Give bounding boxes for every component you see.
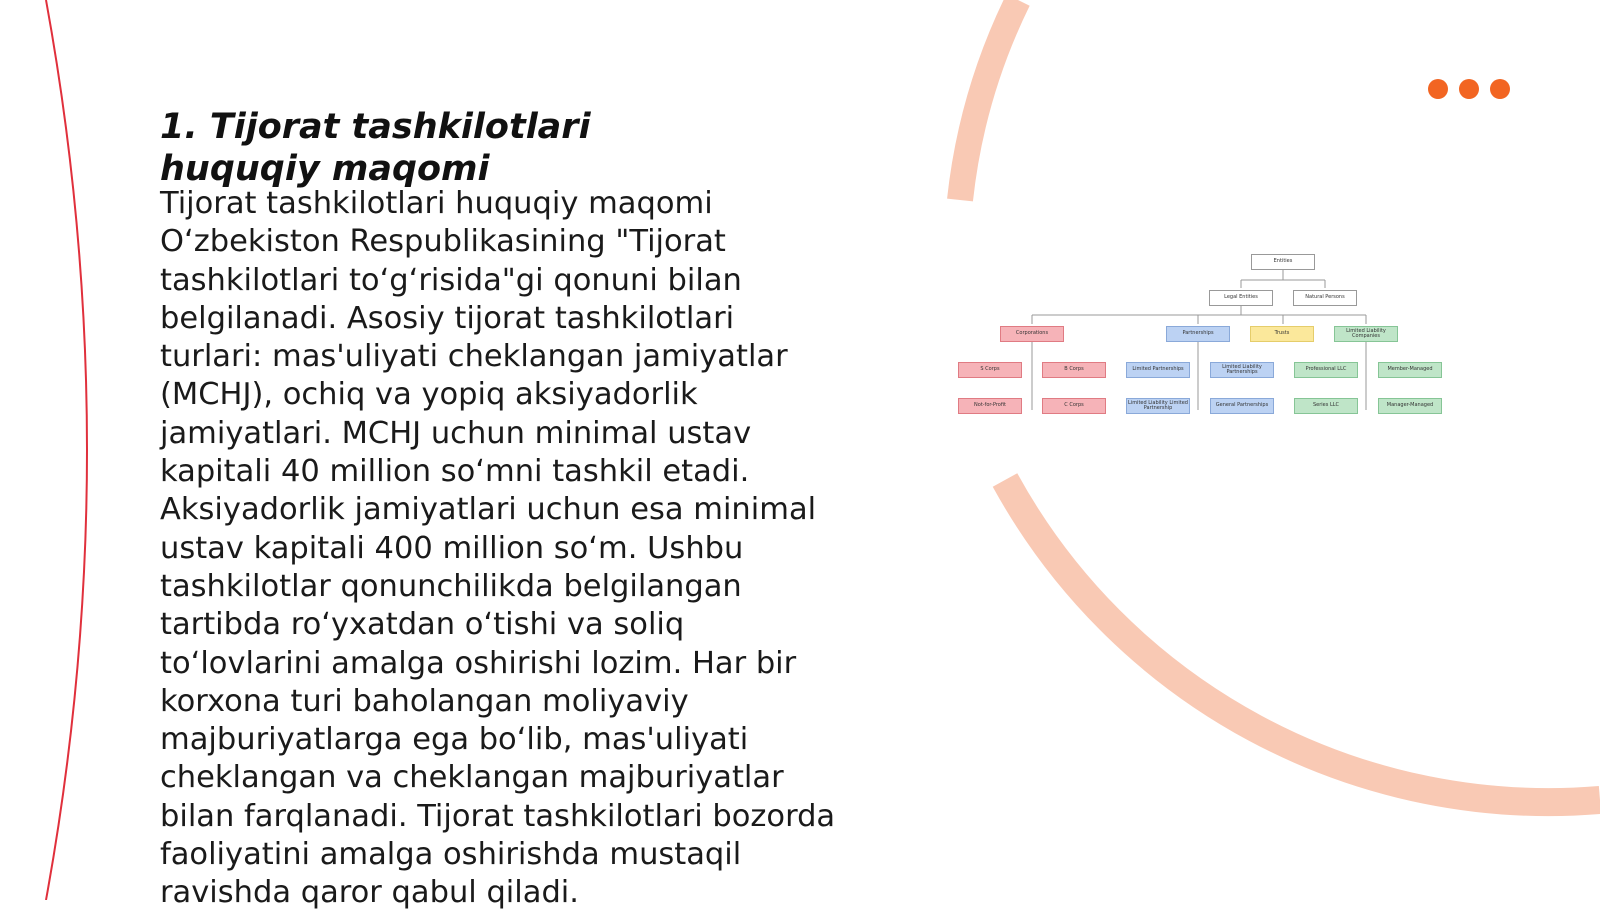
dot-icon: [1459, 79, 1479, 99]
org-node-level2: Partnerships: [1166, 326, 1230, 342]
org-node-level3: General Partnerships: [1210, 398, 1274, 414]
org-node-level3: Not-for-Profit: [958, 398, 1022, 414]
decorative-dots: [1428, 79, 1510, 99]
decorative-arc-lower: [1005, 480, 1600, 802]
org-node-level2: Limited Liability Companies: [1334, 326, 1398, 342]
org-node-level3: C Corps: [1042, 398, 1106, 414]
org-node-root: Entities: [1251, 254, 1315, 270]
org-chart-connectors: [950, 250, 1450, 440]
org-node-level3: Limited Liability Limited Partnership: [1126, 398, 1190, 414]
slide-body-text: Tijorat tashkilotlari huquqiy maqomi O‘zbekiston Respublikasining "Tijorat tashkilotlari to‘g‘risida"gi qonuni bilan belgilanadi. Asosiy tijorat tashkilotlari turlari: mas'uliyati cheklangan jamiyatlar (MCHJ), ochiq va yopiq aksiyadorlik jamiyatlari. MCHJ uchun minimal ustav kapitali 40 million so‘mni tashkil etadi. Aksiyadorlik jamiyatlari uchun esa minimal ustav kapitali 400 million so‘m. Ushbu tashkilotlar qonunchilikda belgilangan tartibda ro‘yxatdan o‘tishi va soliq to‘lovlarini amalga oshirishi lozim. Har bir korxona turi baholangan moliyaviy majburiyatlarga ega bo‘lib, mas'uliyati cheklangan va cheklangan majburiyatlar bilan farqlanadi. Tijorat tashkilotlari bozorda faoliyatini amalga oshirishda mustaqil ravishda qaror qabul qiladi.: [160, 186, 836, 911]
org-chart-diagram: [950, 250, 1450, 440]
org-node-level2: Trusts: [1250, 326, 1314, 342]
org-node-level2: Corporations: [1000, 326, 1064, 342]
org-node-level3: Series LLC: [1294, 398, 1358, 414]
org-node-level3: Limited Liability Partnerships: [1210, 362, 1274, 378]
dot-icon: [1428, 79, 1448, 99]
decorative-arc: [960, 0, 1018, 200]
org-node-level3: Limited Partnerships: [1126, 362, 1190, 378]
org-node-level3: B Corps: [1042, 362, 1106, 378]
org-node-level1: Legal Entities: [1209, 290, 1273, 306]
org-node-level3: Professional LLC: [1294, 362, 1358, 378]
org-node-level3: Manager-Managed: [1378, 398, 1442, 414]
org-node-level1: Natural Persons: [1293, 290, 1357, 306]
side-curve-line: [46, 0, 87, 900]
org-node-level3: S Corps: [958, 362, 1022, 378]
slide-title: 1. Tijorat tashkilotlari huquqiy maqomi: [160, 107, 591, 189]
org-node-level3: Member-Managed: [1378, 362, 1442, 378]
dot-icon: [1490, 79, 1510, 99]
